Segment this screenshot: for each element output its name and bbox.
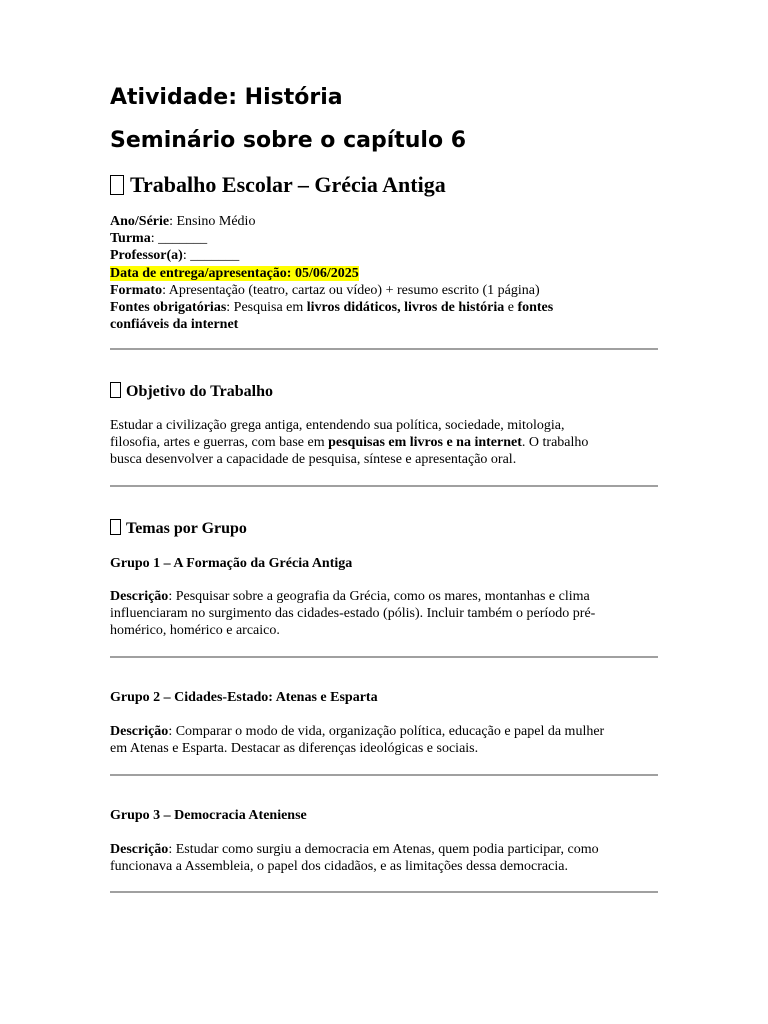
group-2-desc-text1: : Comparar o modo de vida, organização política, educação e papel da mulher bbox=[168, 724, 605, 739]
page-subtitle: Seminário sobre o capítulo 6 bbox=[110, 128, 467, 153]
objetivo-paragraph bbox=[110, 417, 658, 469]
info-data-entrega bbox=[110, 265, 658, 282]
group-1-desc-line3: homérico, homérico e arcaico. bbox=[110, 623, 280, 639]
divider bbox=[110, 348, 658, 350]
work-title bbox=[110, 172, 446, 198]
divider bbox=[110, 485, 658, 487]
descricao-label: Descrição bbox=[110, 589, 169, 604]
group-1-desc-text1: : Pesquisar sobre a geografia da Grécia, como os mares, montanhas e clima bbox=[168, 589, 590, 604]
objetivo-line2-bold: pesquisas em livros e na internet bbox=[328, 435, 522, 451]
info-turma-value: : _______ bbox=[150, 231, 208, 247]
objetivo-line3: busca desenvolver a capacidade de pesquisa, síntese e apresentação oral. bbox=[110, 452, 517, 468]
page-title: Atividade: História bbox=[110, 85, 343, 110]
section-heading-objetivo bbox=[110, 382, 273, 402]
group-title bbox=[110, 555, 658, 572]
temas-heading-text: Temas por Grupo bbox=[126, 520, 247, 537]
group-3-title: Grupo 3 – Democracia Ateniense bbox=[110, 808, 307, 823]
group-3-desc-line1 bbox=[110, 841, 658, 858]
info-ano-label: Ano/Série bbox=[110, 214, 170, 229]
objetivo-line2 bbox=[110, 434, 658, 451]
descricao-label: Descrição bbox=[110, 724, 169, 739]
group-1-desc-line1 bbox=[110, 588, 658, 605]
group-title bbox=[110, 807, 658, 824]
info-fontes-label: Fontes obrigatórias bbox=[110, 300, 227, 316]
info-fontes-sep: : Pesquisa em bbox=[226, 300, 307, 316]
section-heading-temas bbox=[110, 519, 247, 539]
info-ano bbox=[110, 213, 658, 230]
group-description bbox=[110, 841, 658, 875]
divider bbox=[110, 656, 658, 658]
info-fontes-cont bbox=[110, 316, 658, 333]
info-fontes-bold1: livros didáticos, livros de história bbox=[306, 300, 505, 316]
objetivo-line1: Estudar a civilização grega antiga, entendendo sua política, sociedade, mitologia, bbox=[110, 418, 565, 433]
due-date-highlight: Data de entrega/apresentação: 05/06/2025 bbox=[110, 265, 359, 281]
group-1-desc-line2: influenciaram no surgimento das cidades-estado (pólis). Incluir também o período pré- bbox=[110, 606, 596, 622]
group-3-desc-line2: funcionava a Assembleia, o papel dos cidadãos, e as limitações dessa democracia. bbox=[110, 859, 568, 875]
group-description bbox=[110, 588, 658, 640]
info-professor-value: : _______ bbox=[182, 248, 240, 264]
info-turma-label: Turma bbox=[110, 231, 151, 247]
info-fontes bbox=[110, 299, 658, 316]
group-description bbox=[110, 723, 658, 757]
objetivo-heading-text: Objetivo do Trabalho bbox=[126, 383, 273, 400]
info-fontes-bold2: fontes bbox=[517, 300, 554, 316]
info-formato bbox=[110, 282, 658, 299]
info-ano-value: : Ensino Médio bbox=[169, 214, 256, 229]
info-professor bbox=[110, 247, 658, 264]
group-title bbox=[110, 689, 658, 706]
descricao-label: Descrição bbox=[110, 842, 169, 857]
group-2-desc-line2: em Atenas e Esparta. Destacar as diferenças ideológicas e sociais. bbox=[110, 741, 479, 757]
group-2-title: Grupo 2 – Cidades-Estado: Atenas e Esparta bbox=[110, 690, 378, 705]
group-1-title: Grupo 1 – A Formação da Grécia Antiga bbox=[110, 556, 353, 571]
info-block bbox=[110, 213, 658, 333]
missing-glyph-icon bbox=[110, 382, 121, 398]
info-formato-value: : Apresentação (teatro, cartaz ou vídeo) + resumo escrito (1 página) bbox=[162, 282, 540, 298]
divider bbox=[110, 891, 658, 893]
info-formato-label: Formato bbox=[110, 282, 163, 298]
group-3-desc-text1: : Estudar como surgiu a democracia em Atenas, quem podia participar, como bbox=[168, 842, 599, 857]
info-fontes-and: e bbox=[504, 300, 518, 316]
group-2-desc-line1 bbox=[110, 723, 658, 740]
missing-glyph-icon bbox=[110, 519, 121, 535]
objetivo-line2-post: . O trabalho bbox=[521, 435, 589, 451]
objetivo-line2-pre: filosofia, artes e guerras, com base em bbox=[110, 435, 329, 451]
work-title-text: Trabalho Escolar – Grécia Antiga bbox=[130, 172, 446, 197]
info-fontes-bold3: confiáveis da internet bbox=[110, 317, 239, 333]
divider bbox=[110, 774, 658, 776]
info-turma bbox=[110, 230, 658, 247]
missing-glyph-icon bbox=[110, 175, 124, 195]
info-professor-label: Professor(a) bbox=[110, 248, 183, 264]
